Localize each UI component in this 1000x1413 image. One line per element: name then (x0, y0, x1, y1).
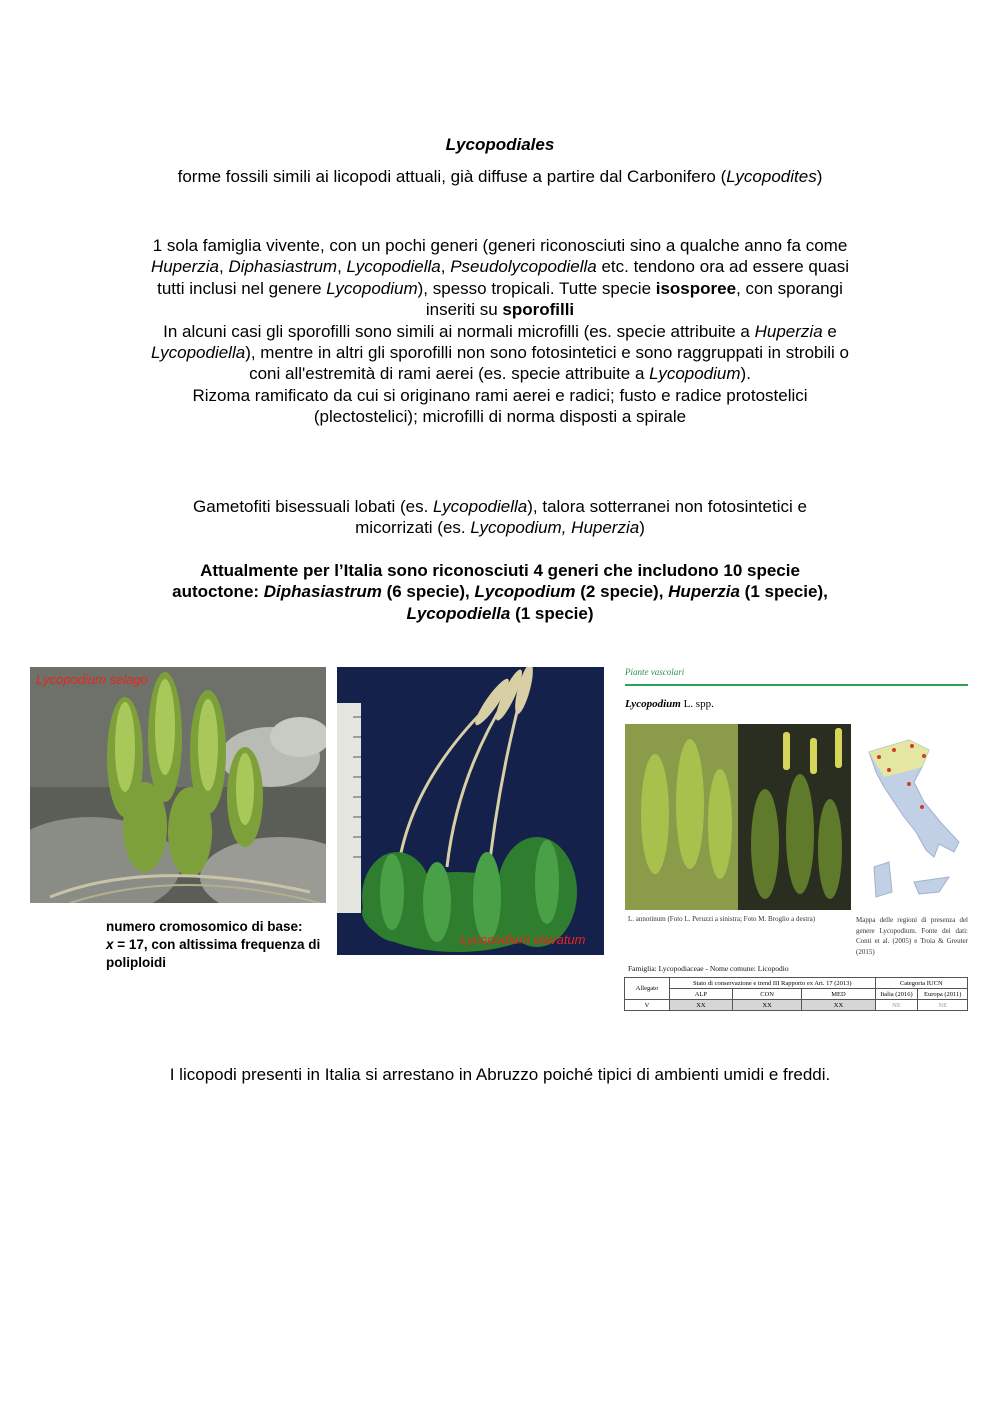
cell-allegato-v: V (625, 1000, 670, 1011)
th-stato: Stato di conservazione e trend III Rapporto ex Art. 17 (2013) (670, 978, 876, 989)
report-excerpt (620, 662, 972, 1020)
cell-con: XX (732, 1000, 802, 1011)
italy-distribution-map (854, 732, 968, 907)
th-con: CON (732, 989, 802, 1000)
th-italia: Italia (2016) (875, 989, 918, 1000)
th-allegato: Allegato (625, 978, 670, 1000)
report-genus: Lycopodium L. spp. (625, 698, 714, 710)
report-map-caption: Mappa delle regioni di presenza del genere Lycopodium. Fonte dei dati: Conti et al. (2005) e Troia & Greuter (2015) (856, 916, 968, 956)
footer-note: I licopodi presenti in Italia si arrestano in Abruzzo poiché tipici di ambienti umidi e freddi. (169, 1065, 831, 1084)
photo2-label: Lycopodium clavatum (460, 932, 586, 947)
report-photo (625, 724, 851, 910)
report-divider (625, 684, 968, 686)
cell-med: XX (802, 1000, 875, 1011)
italy-genera-paragraph: Attualmente per l’Italia sono riconosciuti 4 generi che includono 10 specie autoctone: Diphasiastrum (6 specie), Lycopodium (2 specie), Huperzia (1 specie), Lycopodiella (1 specie) (172, 561, 828, 623)
th-europa: Europa (2011) (918, 989, 968, 1000)
cell-italia: NE (875, 1000, 918, 1011)
photo-lycopodium-selago (30, 667, 326, 903)
report-header: Piante vascolari (625, 667, 685, 677)
th-categoria: Categoria IUCN (875, 978, 967, 989)
cell-alp: XX (670, 1000, 733, 1011)
gametophytes-paragraph: Gametofiti bisessuali lobati (es. Lycopodiella), talora sotterranei non fotosintetici e micorrizati (es. Lycopodium, Huperzia) (193, 497, 807, 538)
fossil-intro: forme fossili simili ai licopodi attuali, già diffuse a partire dal Carbonifero (Lycopodites) (177, 167, 823, 186)
photo1-label: Lycopodium selago (36, 672, 148, 687)
iucn-table (624, 977, 968, 1011)
chromosome-note: numero cromosomico di base: x = 17, con altissima frequenza di poliploidi (106, 919, 321, 970)
page-title: Lycopodiales (445, 135, 555, 154)
family-paragraph: 1 sola famiglia vivente, con un pochi generi (generi riconosciuti sino a qualche anno fa come Huperzia, Diphasiastrum, Lycopodiella, Pseudolycopodiella etc. tendono ora ad essere quasi tutti inclusi nel genere Lycopodium), spesso tropicali. Tutte specie isosporee, con sporangi inseriti su sporofilli In alcuni casi gli sporofilli sono simili ai normali microfilli (es. specie attribuite a Huperzia e Lycopodiella), mentre in altri gli sporofilli non sono fotosintetici e sono raggruppati in strobili o coni all'estremità di rami aerei (es. specie attribuite a Lycopodium). Rizoma ramificato da cui si originano rami aerei e radici; fusto e radice protostelici (plectostelici); microfilli di norma disposti a spirale (150, 236, 850, 427)
cell-europa: NE (918, 1000, 968, 1011)
th-alp: ALP (670, 989, 733, 1000)
report-family-line: Famiglia: Lycopodiaceae - Nome comune: Licopodio (628, 964, 789, 973)
report-photo-caption: L. annotinum (Foto L. Peruzzi a sinistra; Foto M. Broglio a destra) (628, 915, 816, 923)
photo-lycopodium-clavatum (337, 667, 604, 955)
th-med: MED (802, 989, 875, 1000)
